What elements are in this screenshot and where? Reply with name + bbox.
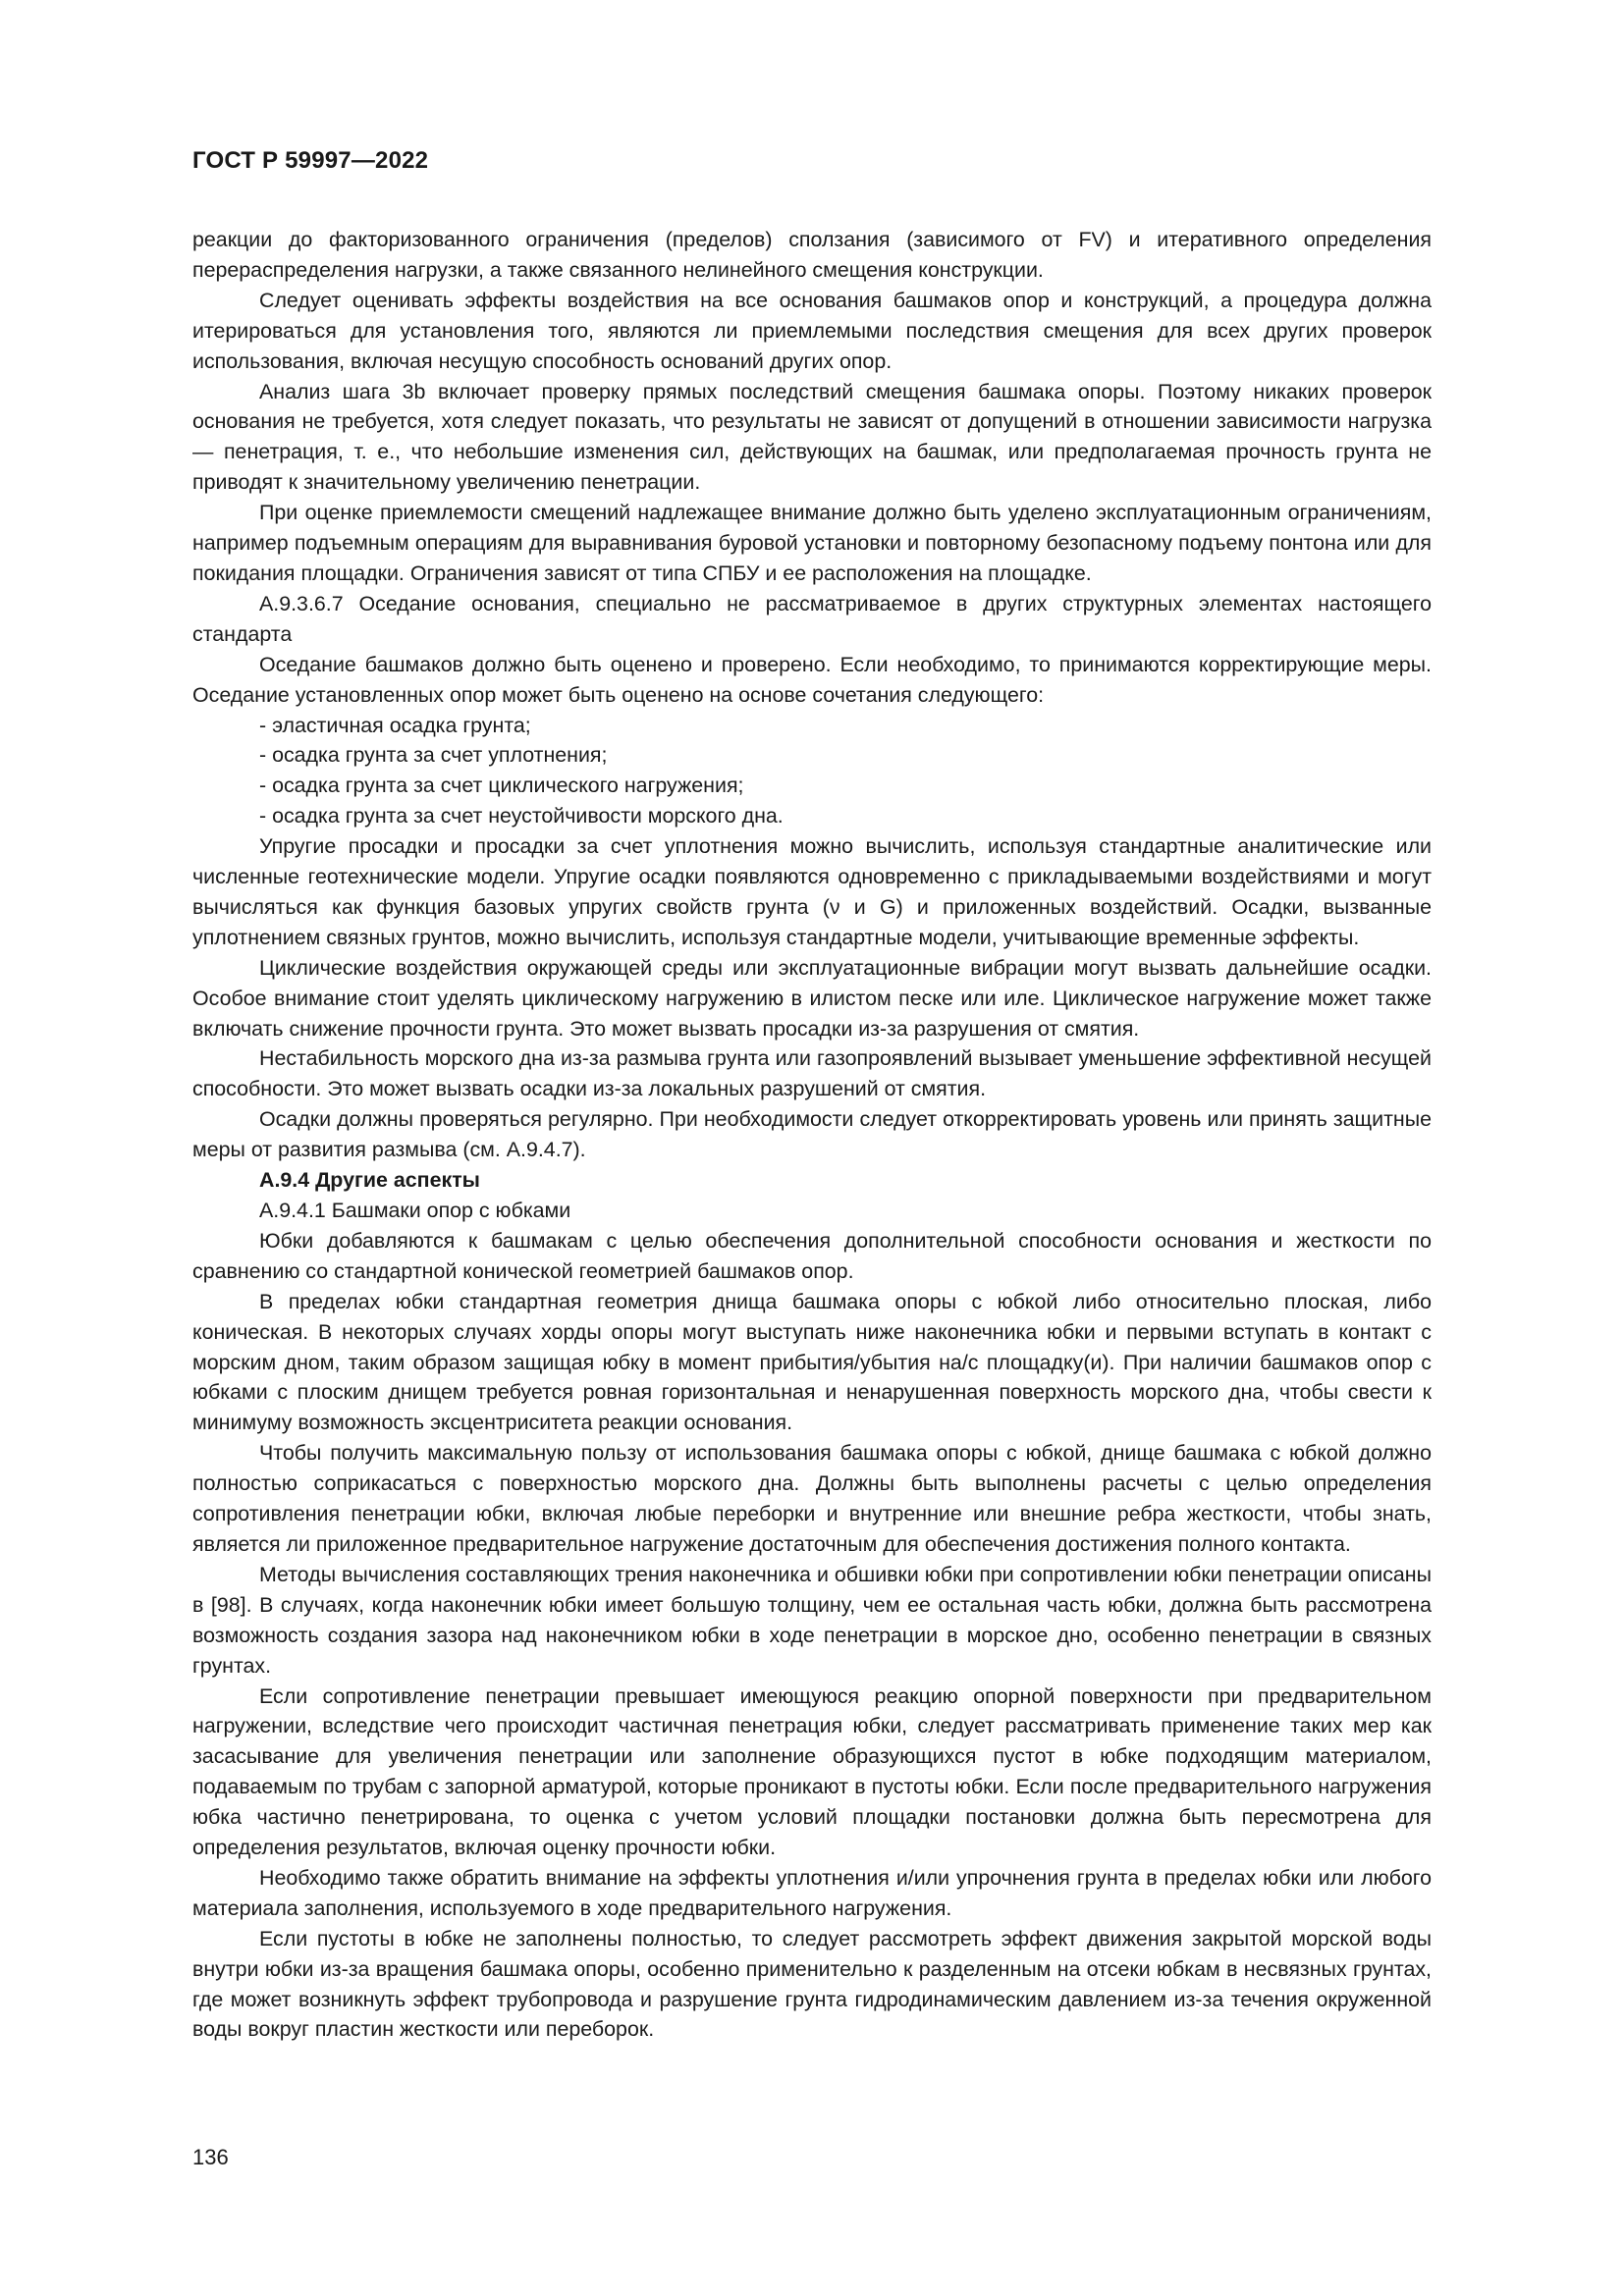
list-item: - осадка грунта за счет неустойчивости морского дна. xyxy=(259,804,784,828)
paragraph-continuation: реакции до факторизованного ограничения (пределов) сползания (зависимого от FV) и итеративного определения перераспределения нагрузки, а также связанного нелинейного смещения конструкции. xyxy=(192,228,1432,282)
paragraph: Юбки добавляются к башмакам с целью обеспечения дополнительной способности основания и жесткости по сравнению со стандартной конической геометрией башмаков опор. xyxy=(192,1228,1432,1283)
paragraph: Необходимо также обратить внимание на эффекты уплотнения и/или упрочнения грунта в пределах юбки или любого материала заполнения, используемого в ходе предварительного нагружения. xyxy=(192,1865,1432,1920)
paragraph: Чтобы получить максимальную пользу от использования башмака опоры с юбкой, днище башмака с юбкой должно полностью соприкасаться с поверхностью морского дна. Должны быть выполнены расчеты с целью определения сопротивления пенетрации юбки, включая любые переборки и внутренние или внешние ребра жесткости, чтобы знать, является ли приложенное предварительное нагружение достаточным для обеспечения достижения полного контакта. xyxy=(192,1441,1432,1556)
paragraph: Анализ шага 3b включает проверку прямых последствий смещения башмака опоры. Поэтому никаких проверок основания не требуется, хотя следует показать, что результаты не зависят от допущений в отношении зависимости нагрузка — пенетрация, т. е., что небольшие изменения сил, действующих на башмак, или предполагаемая прочность грунта не приводят к значительному увеличению пенетрации. xyxy=(192,379,1432,495)
document-header: ГОСТ Р 59997—2022 xyxy=(192,147,429,174)
paragraph: Если пустоты в юбке не заполнены полностью, то следует рассмотреть эффект движения закрытой морской воды внутри юбки из-за вращения башмака опоры, особенно применительно к разделенным на отсеки юбкам в несвязных грунтах, где может возникнуть эффект трубопровода и разрушение грунта гидродинамическим давлением из-за течения окруженной воды вокруг пластин жесткости или переборок. xyxy=(192,1926,1432,2042)
section-heading: А.9.4 Другие аспекты xyxy=(259,1168,480,1193)
section-clause: А.9.3.6.7 Оседание основания, специально не рассматриваемое в других структурных элементах настоящего стандарта xyxy=(192,591,1432,646)
body-text xyxy=(192,225,1432,2045)
paragraph: В пределах юбки стандартная геометрия днища башмака опоры с юбкой либо относительно плоская, либо коническая. В некоторых случаях хорды опоры могут выступать ниже наконечника юбки и первыми вступать в контакт с морским дном, таким образом защищая юбку в момент прибытия/убытия на/с площадку(и). При наличии башмаков опор с юбками с плоским днищем требуется ровная горизонтальная и ненарушенная поверхность морского дна, чтобы свести к минимуму возможность эксцентриситета реакции основания. xyxy=(192,1289,1432,1435)
paragraph: Упругие просадки и просадки за счет уплотнения можно вычислить, используя стандартные аналитические или численные геотехнические модели. Упругие осадки появляются одновременно с прикладываемыми воздействиями и могут вычисляться как функция базовых упругих свойств грунта (ν и G) и приложенных воздействий. Осадки, вызванные уплотнением связных грунтов, можно вычислить, используя стандартные модели, учитывающие временные эффекты. xyxy=(192,834,1432,949)
list-item: - осадка грунта за счет уплотнения; xyxy=(259,743,608,768)
paragraph: Циклические воздействия окружающей среды или эксплуатационные вибрации могут вызвать дальнейшие осадки. Особое внимание стоит уделять циклическому нагружению в илистом песке или иле. Циклическое нагружение может также включать снижение прочности грунта. Это может вызвать просадки из-за разрушения от смятия. xyxy=(192,955,1432,1041)
paragraph: Если сопротивление пенетрации превышает имеющуюся реакцию опорной поверхности при предварительном нагружении, вследствие чего происходит частичная пенетрация юбки, следует рассматривать применение таких мер как засасывание для увеличения пенетрации или заполнение образующихся пустот в юбке подходящим материалом, подаваемым по трубам с запорной арматурой, которые проникают в пустоты юбки. Если после предварительного нагружения юбка частично пенетрирована, то оценка с учетом условий площадки постановки должна быть пересмотрена для определения результатов, включая оценку прочности юбки. xyxy=(192,1683,1432,1860)
paragraph: Осадки должны проверяться регулярно. При необходимости следует откорректировать уровень или принять защитные меры от развития размыва (см. А.9.4.7). xyxy=(192,1107,1432,1162)
subsection-title: А.9.4.1 Башмаки опор с юбками xyxy=(259,1199,571,1222)
list-item: - осадка грунта за счет циклического нагружения; xyxy=(259,774,744,798)
paragraph: Оседание башмаков должно быть оценено и проверено. Если необходимо, то принимаются корректирующие меры. Оседание установленных опор может быть оценено на основе сочетания следующего: xyxy=(192,652,1432,707)
page-number: 136 xyxy=(192,2145,229,2169)
paragraph: Нестабильность морского дна из-за размыва грунта или газопроявлений вызывает уменьшение эффективной несущей способности. Это может вызвать осадки из-за локальных разрушений от смятия. xyxy=(192,1046,1432,1101)
paragraph: Методы вычисления составляющих трения наконечника и обшивки юбки при сопротивлении юбки пенетрации описаны в [98]. В случаях, когда наконечник юбки имеет большую толщину, чем ее остальная часть юбки, должна быть рассмотрена возможность создания зазора над наконечником юбки в ходе пенетрации в морское дно, особенно пенетрации в связных грунтах. xyxy=(192,1562,1432,1678)
paragraph: Следует оценивать эффекты воздействия на все основания башмаков опор и конструкций, а процедура должна итерироваться для установления того, являются ли приемлемыми последствия смещения для всех других проверок использования, включая несущую способность оснований других опор. xyxy=(192,288,1432,373)
list-item: - эластичная осадка грунта; xyxy=(259,713,531,737)
paragraph: При оценке приемлемости смещений надлежащее внимание должно быть уделено эксплуатационным ограничениям, например подъемным операциям для выравнивания буровой установки и повторному безопасному подъему понтона или для покидания площадки. Ограничения зависят от типа СПБУ и ее расположения на площадке. xyxy=(192,501,1432,585)
